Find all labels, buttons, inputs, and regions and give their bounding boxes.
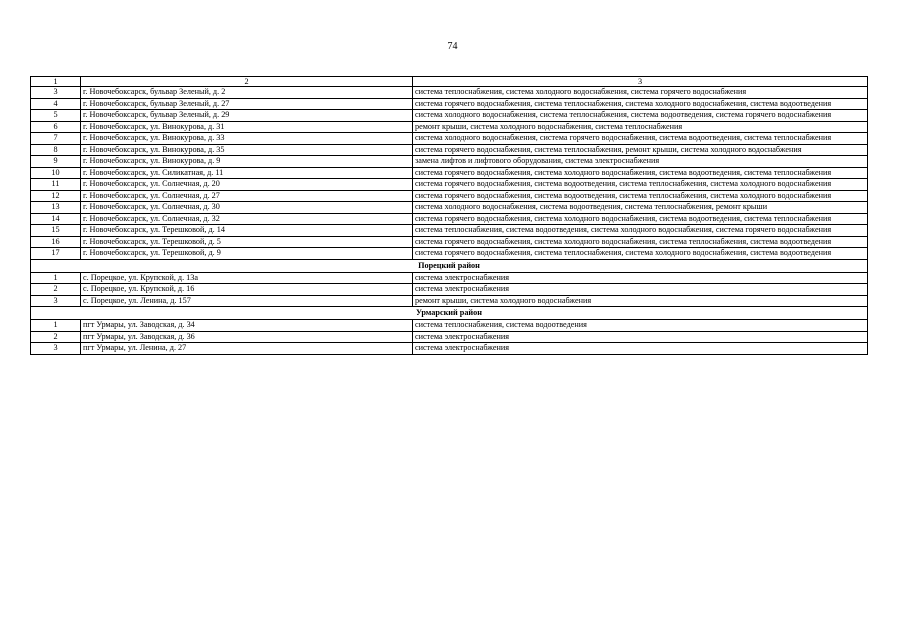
- column-number-2: 2: [81, 77, 413, 87]
- works-cell: система электроснабжения: [413, 331, 868, 343]
- works-cell: система электроснабжения: [413, 272, 868, 284]
- row-number-cell: 17: [31, 248, 81, 260]
- table-row: [31, 98, 868, 110]
- table-row: [31, 167, 868, 179]
- section-title: Порецкий район: [31, 259, 868, 272]
- table-row: [31, 144, 868, 156]
- section-header-row: [31, 259, 868, 272]
- address-cell: г. Новочебоксарск, ул. Терешковой, д. 5: [81, 236, 413, 248]
- address-cell: с. Порецкое, ул. Ленина, д. 157: [81, 295, 413, 307]
- works-table-body: [31, 77, 868, 355]
- works-cell: система горячего водоснабжения, система водоотведения, система теплоснабжения, система холодного водоснабжения: [413, 190, 868, 202]
- address-cell: пгт Урмары, ул. Ленина, д. 27: [81, 343, 413, 355]
- row-number-cell: 9: [31, 156, 81, 168]
- works-cell: система горячего водоснабжения, система холодного водоснабжения, система водоотведения, система теплоснабжения: [413, 213, 868, 225]
- row-number-cell: 5: [31, 110, 81, 122]
- table-row: [31, 331, 868, 343]
- works-cell: система холодного водоснабжения, система теплоснабжения, система водоотведения, система горячего водоснабжения: [413, 110, 868, 122]
- row-number-cell: 2: [31, 284, 81, 296]
- address-cell: г. Новочебоксарск, ул. Терешковой, д. 14: [81, 225, 413, 237]
- section-title: Урмарский район: [31, 307, 868, 320]
- table-row: [31, 121, 868, 133]
- works-cell: система теплоснабжения, система водоотведения, система холодного водоснабжения, система горячего водоснабжения: [413, 225, 868, 237]
- row-number-cell: 3: [31, 343, 81, 355]
- address-cell: г. Новочебоксарск, ул. Винокурова, д. 33: [81, 133, 413, 145]
- table-row: [31, 156, 868, 168]
- works-cell: система холодного водоснабжения, система горячего водоснабжения, система водоотведения, система теплоснабжения: [413, 133, 868, 145]
- row-number-cell: 14: [31, 213, 81, 225]
- column-number-3: 3: [413, 77, 868, 87]
- address-cell: г. Новочебоксарск, ул. Солнечная, д. 20: [81, 179, 413, 191]
- table-row: [31, 225, 868, 237]
- address-cell: г. Новочебоксарск, ул. Терешковой, д. 9: [81, 248, 413, 260]
- table-row: [31, 284, 868, 296]
- table-row: [31, 272, 868, 284]
- page-number: 74: [447, 41, 458, 52]
- address-cell: г. Новочебоксарск, бульвар Зеленый, д. 27: [81, 98, 413, 110]
- works-cell: замена лифтов и лифтового оборудования, система электроснабжения: [413, 156, 868, 168]
- works-cell: система электроснабжения: [413, 284, 868, 296]
- address-cell: г. Новочебоксарск, ул. Силикатная, д. 11: [81, 167, 413, 179]
- row-number-cell: 10: [31, 167, 81, 179]
- works-cell: система горячего водоснабжения, система теплоснабжения, система холодного водоснабжения, система водоотведения: [413, 98, 868, 110]
- address-cell: с. Порецкое, ул. Крупской, д. 13а: [81, 272, 413, 284]
- works-cell: система горячего водоснабжения, система холодного водоснабжения, система водоотведения, система теплоснабжения: [413, 167, 868, 179]
- works-cell: система холодного водоснабжения, система водоотведения, система теплоснабжения, ремонт крыши: [413, 202, 868, 214]
- address-cell: г. Новочебоксарск, бульвар Зеленый, д. 2: [81, 87, 413, 99]
- address-cell: г. Новочебоксарск, ул. Винокурова, д. 9: [81, 156, 413, 168]
- table-row: [31, 202, 868, 214]
- table-row: [31, 190, 868, 202]
- address-cell: с. Порецкое, ул. Крупской, д. 16: [81, 284, 413, 296]
- row-number-cell: 8: [31, 144, 81, 156]
- address-cell: пгт Урмары, ул. Заводская, д. 36: [81, 331, 413, 343]
- row-number-cell: 15: [31, 225, 81, 237]
- row-number-cell: 2: [31, 331, 81, 343]
- section-header-row: [31, 307, 868, 320]
- column-number-row: [31, 77, 868, 87]
- works-cell: ремонт крыши, система холодного водоснабжения, система теплоснабжения: [413, 121, 868, 133]
- works-table: [30, 76, 868, 355]
- row-number-cell: 1: [31, 320, 81, 332]
- works-cell: ремонт крыши, система холодного водоснабжения: [413, 295, 868, 307]
- table-row: [31, 343, 868, 355]
- row-number-cell: 7: [31, 133, 81, 145]
- column-number-1: 1: [31, 77, 81, 87]
- row-number-cell: 6: [31, 121, 81, 133]
- table-row: [31, 236, 868, 248]
- row-number-cell: 3: [31, 87, 81, 99]
- address-cell: г. Новочебоксарск, ул. Солнечная, д. 27: [81, 190, 413, 202]
- address-cell: г. Новочебоксарск, ул. Солнечная, д. 30: [81, 202, 413, 214]
- table-row: [31, 213, 868, 225]
- works-cell: система горячего водоснабжения, система холодного водоснабжения, система теплоснабжения, система водоотведения: [413, 236, 868, 248]
- works-cell: система горячего водоснабжения, система теплоснабжения, система холодного водоснабжения, система водоотведения: [413, 248, 868, 260]
- works-cell: система теплоснабжения, система водоотведения: [413, 320, 868, 332]
- address-cell: г. Новочебоксарск, ул. Солнечная, д. 32: [81, 213, 413, 225]
- works-cell: система горячего водоснабжения, система водоотведения, система теплоснабжения, система холодного водоснабжения: [413, 179, 868, 191]
- address-cell: г. Новочебоксарск, бульвар Зеленый, д. 29: [81, 110, 413, 122]
- table-row: [31, 320, 868, 332]
- works-cell: система горячего водоснабжения, система теплоснабжения, ремонт крыши, система холодного водоснабжения: [413, 144, 868, 156]
- table-row: [31, 179, 868, 191]
- table-row: [31, 295, 868, 307]
- table-row: [31, 248, 868, 260]
- row-number-cell: 4: [31, 98, 81, 110]
- row-number-cell: 13: [31, 202, 81, 214]
- works-cell: система теплоснабжения, система холодного водоснабжения, система горячего водоснабжения: [413, 87, 868, 99]
- row-number-cell: 12: [31, 190, 81, 202]
- table-row: [31, 133, 868, 145]
- address-cell: пгт Урмары, ул. Заводская, д. 34: [81, 320, 413, 332]
- row-number-cell: 16: [31, 236, 81, 248]
- table-row: [31, 87, 868, 99]
- row-number-cell: 11: [31, 179, 81, 191]
- row-number-cell: 1: [31, 272, 81, 284]
- row-number-cell: 3: [31, 295, 81, 307]
- table-row: [31, 110, 868, 122]
- address-cell: г. Новочебоксарск, ул. Винокурова, д. 35: [81, 144, 413, 156]
- address-cell: г. Новочебоксарск, ул. Винокурова, д. 31: [81, 121, 413, 133]
- works-cell: система электроснабжения: [413, 343, 868, 355]
